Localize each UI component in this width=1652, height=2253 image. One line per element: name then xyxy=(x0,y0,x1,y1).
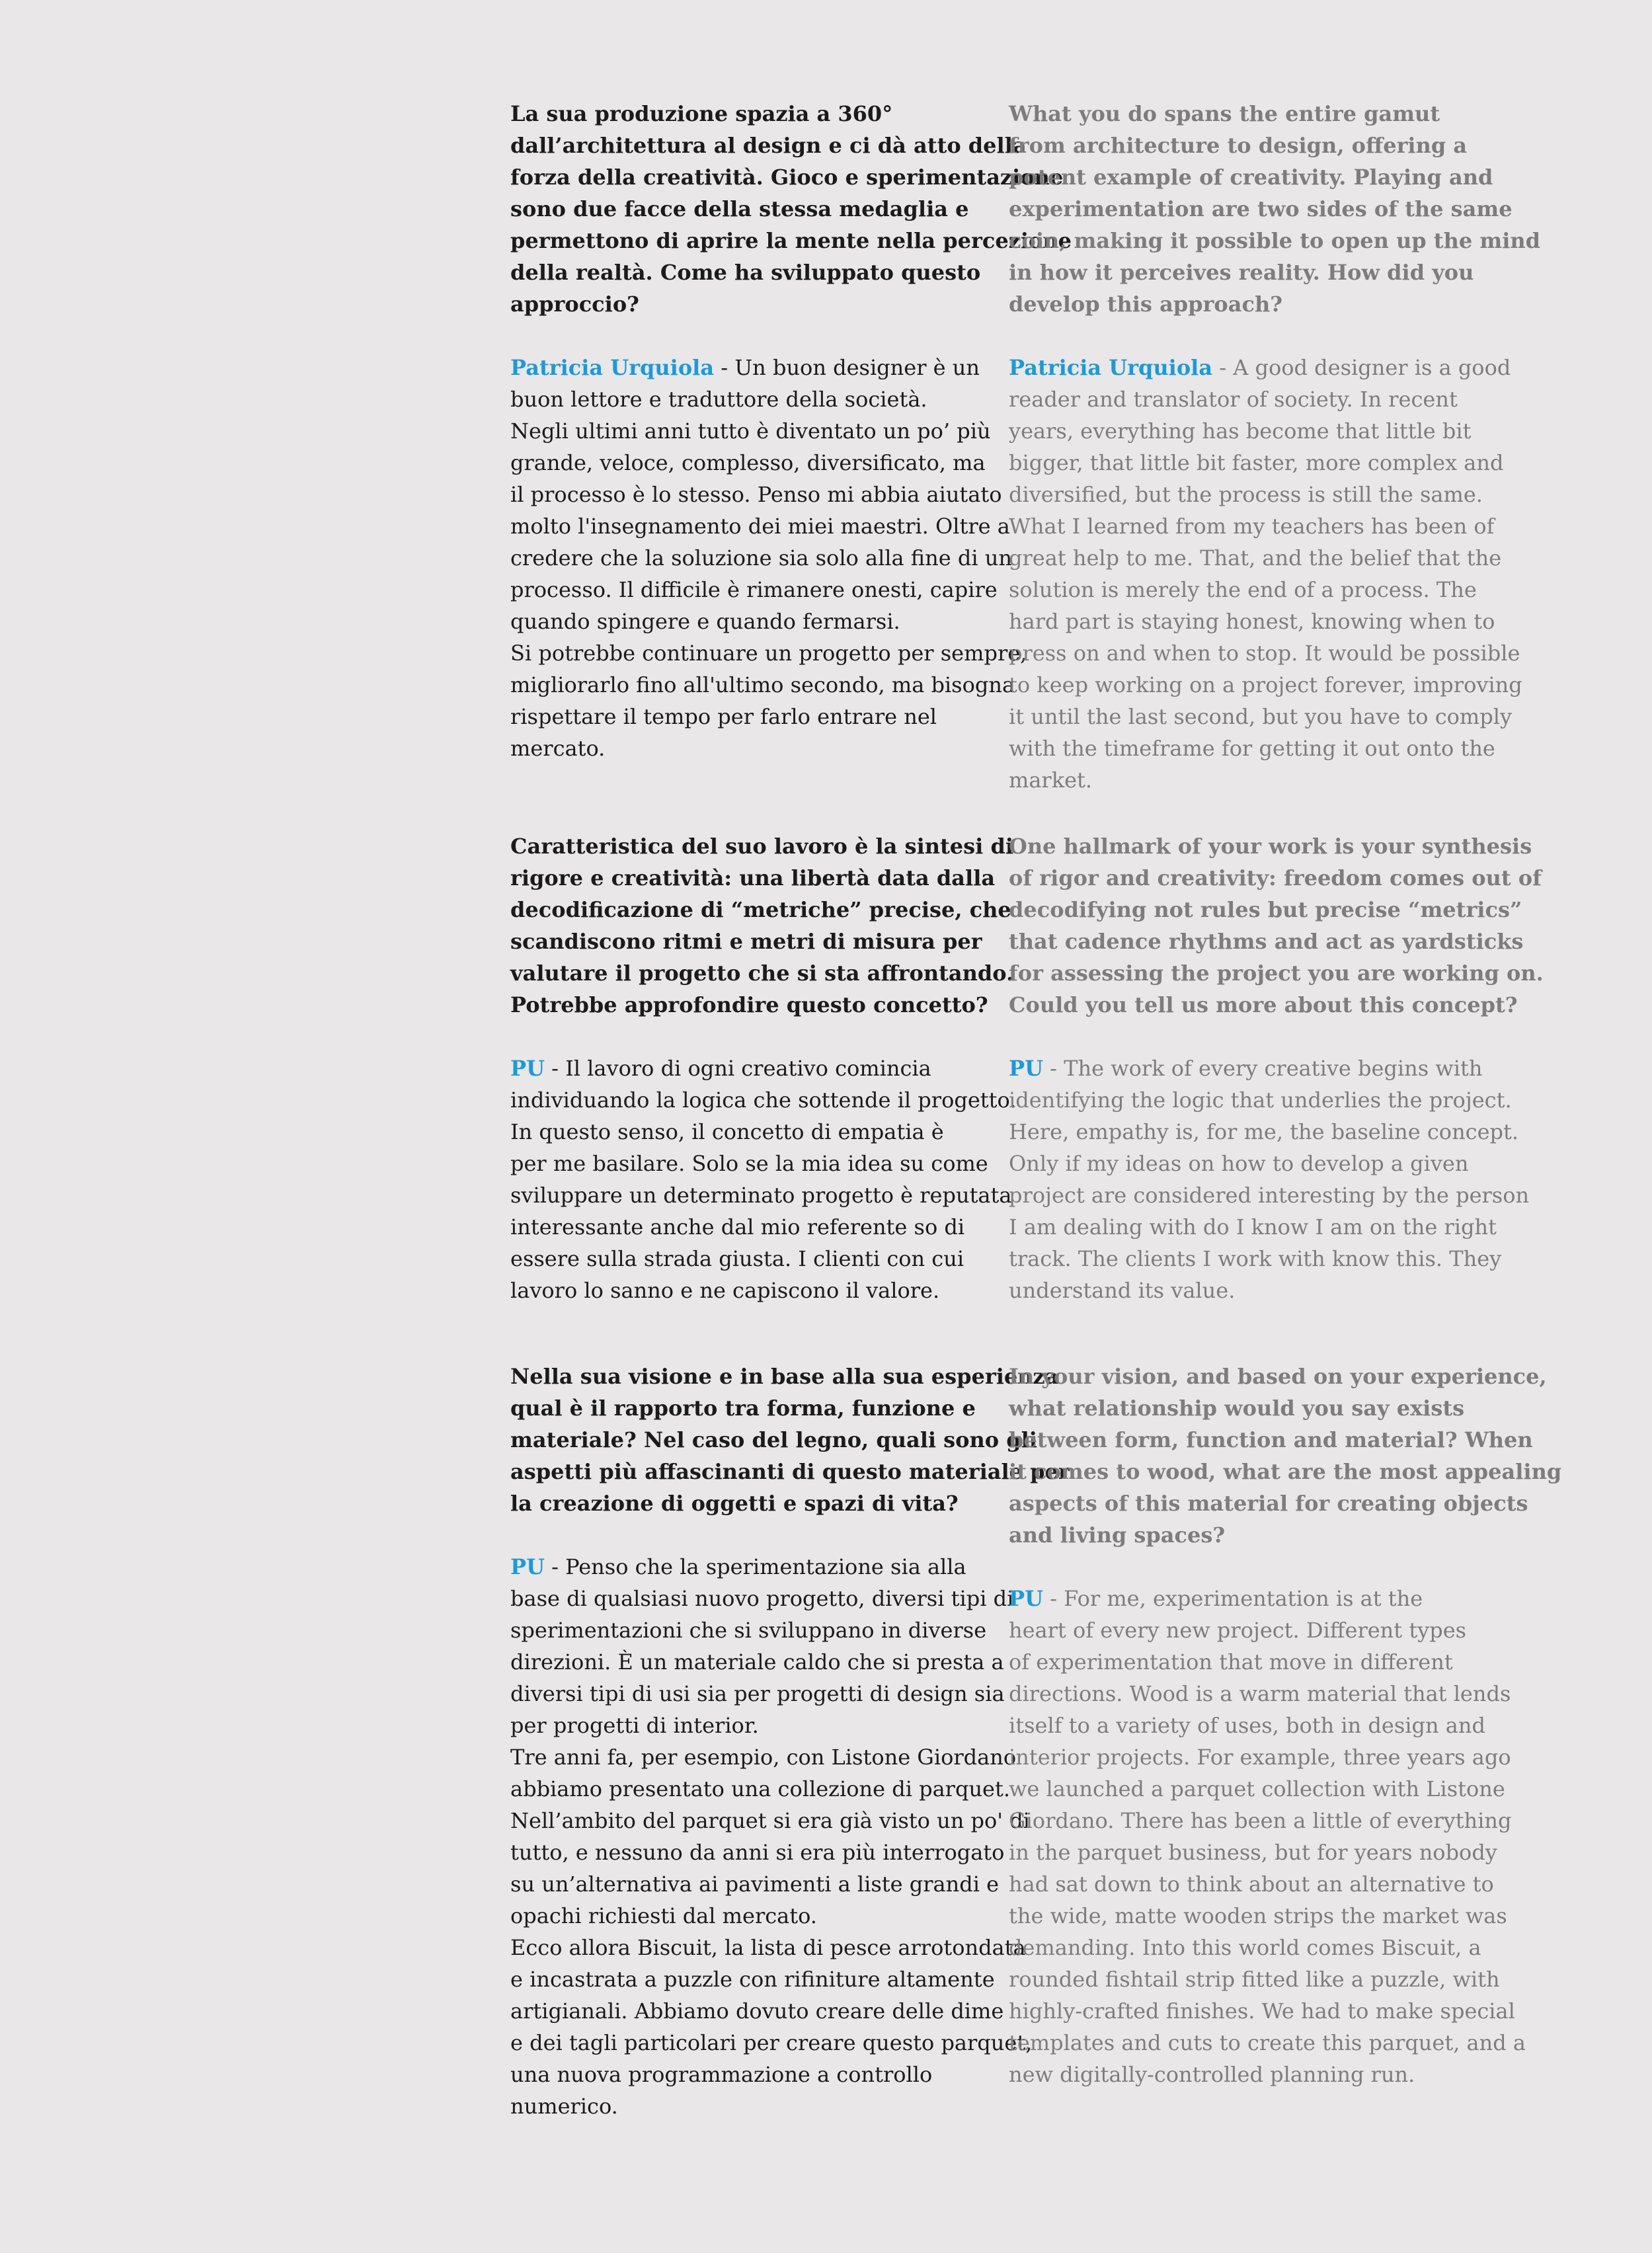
answer-line: sperimentazioni che si sviluppano in diverse xyxy=(510,1618,987,1643)
answer-line xyxy=(1009,352,1511,383)
answer-line: we launched a parquet collection with Listone xyxy=(1009,1776,1505,1801)
answer-line: rounded fishtail strip fitted like a puzzle, with xyxy=(1009,1967,1500,1992)
answer-line: direzioni. È un materiale caldo che si presta a xyxy=(510,1649,1004,1675)
question-line: What you do spans the entire gamut xyxy=(1009,101,1440,126)
answer-line: credere che la soluzione sia solo alla fine di un xyxy=(510,545,1012,571)
italian-question-0 xyxy=(510,98,1072,320)
answer-line: diversi tipi di usi sia per progetti di design sia xyxy=(510,1681,1005,1706)
answer-line: artigianali. Abbiamo dovuto creare delle dime xyxy=(510,1998,1004,2024)
english-question-4 xyxy=(1009,1361,1562,1551)
answer-line: with the timeframe for getting it out onto the xyxy=(1009,736,1495,761)
answer-line: understand its value. xyxy=(1009,1278,1236,1303)
english-answer-5 xyxy=(1009,1583,1526,2090)
answer-line: individuando la logica che sottende il progetto. xyxy=(510,1087,1017,1113)
answer-line: sviluppare un determinato progetto è reputata xyxy=(510,1183,1012,1208)
answer-line: Giordano. There has been a little of everything xyxy=(1009,1808,1512,1833)
answer-text: - A good designer is a good xyxy=(1212,355,1511,380)
question-line: qual è il rapporto tra forma, funzione e xyxy=(510,1396,976,1421)
answer-text: - Un buon designer è un xyxy=(714,355,980,380)
answer-line: heart of every new project. Different types xyxy=(1009,1618,1467,1643)
question-line: Potrebbe approfondire questo concetto? xyxy=(510,992,988,1017)
answer-line: grande, veloce, complesso, diversificato, ma xyxy=(510,450,986,475)
question-line: rigore e creatività: una libertà data dalla xyxy=(510,865,996,890)
answer-text: - Penso che la sperimentazione sia alla xyxy=(544,1554,966,1579)
answer-line: Nell’ambito del parquet si era già visto un po' di xyxy=(510,1808,1030,1833)
question-line: approccio? xyxy=(510,292,639,317)
answer-line: abbiamo presentato una collezione di parquet. xyxy=(510,1776,1011,1801)
answer-line: to keep working on a project forever, improving xyxy=(1009,672,1522,697)
answer-line: I am dealing with do I know I am on the right xyxy=(1009,1214,1497,1240)
answer-line: una nuova programmazione a controllo xyxy=(510,2062,933,2087)
english-question-0 xyxy=(1009,98,1540,320)
answer-line xyxy=(1009,1583,1485,1614)
answer-line: buon lettore e traduttore della società. xyxy=(510,387,927,412)
answer-line: mercato. xyxy=(510,736,606,761)
question-line: coin, making it possible to open up the mind xyxy=(1009,228,1540,253)
answer-line: highly-crafted finishes. We had to make special xyxy=(1009,1998,1515,2024)
answer-line: solution is merely the end of a process. The xyxy=(1009,577,1477,602)
answer-line: the wide, matte wooden strips the market was xyxy=(1009,1903,1507,1928)
question-line: permettono di aprire la mente nella percezione xyxy=(510,228,1072,253)
answer-line: interior projects. For example, three years ago xyxy=(1009,1745,1511,1770)
answer-line: il processo è lo stesso. Penso mi abbia aiutato xyxy=(510,482,1002,507)
answer-line: market. xyxy=(1009,768,1093,793)
question-line: what relationship would you say exists xyxy=(1009,1396,1465,1421)
question-line: aspetti più affascinanti di questo materiale per xyxy=(510,1459,1070,1484)
answer-line: What I learned from my teachers has been of xyxy=(1009,514,1495,539)
italian-question-2 xyxy=(510,830,1014,1021)
question-line: forza della creatività. Gioco e sperimentazione xyxy=(510,165,1064,190)
speaker-name: PU xyxy=(510,1554,545,1579)
question-line: develop this approach? xyxy=(1009,292,1282,317)
answer-line: Negli ultimi anni tutto è diventato un po’ più xyxy=(510,418,991,444)
question-line: Could you tell us more about this concept? xyxy=(1009,992,1518,1017)
answer-line: essere sulla strada giusta. I clienti con cui xyxy=(510,1246,964,1271)
question-line: of rigor and creativity: freedom comes out of xyxy=(1009,865,1542,890)
answer-line: press on and when to stop. It would be possible xyxy=(1009,641,1520,666)
english-question-2 xyxy=(1009,830,1544,1021)
question-line: Nella sua visione e in base alla sua esperienza xyxy=(510,1364,1059,1389)
answer-line: bigger, that little bit faster, more complex and xyxy=(1009,450,1504,475)
answer-line: Only if my ideas on how to develop a given xyxy=(1009,1151,1469,1176)
answer-text: - The work of every creative begins with xyxy=(1042,1056,1483,1081)
answer-line: e dei tagli particolari per creare questo parquet, xyxy=(510,2030,1033,2055)
answer-line: per me basilare. Solo se la mia idea su come xyxy=(510,1151,988,1176)
answer-line: it until the last second, but you have to comply xyxy=(1009,704,1513,729)
answer-line xyxy=(1009,1052,1485,1084)
answer-line: tutto, e nessuno da anni si era più interrogato xyxy=(510,1840,1005,1865)
speaker-name: Patricia Urquiola xyxy=(1009,355,1213,380)
speaker-name: PU xyxy=(1009,1586,1043,1611)
answer-line: had sat down to think about an alternative to xyxy=(1009,1872,1494,1897)
question-line: that cadence rhythms and act as yardsticks xyxy=(1009,929,1524,954)
question-line: sono due facce della stessa medaglia e xyxy=(510,196,969,221)
answer-line: interessante anche dal mio referente so di xyxy=(510,1214,965,1240)
question-line: valutare il progetto che si sta affrontando. xyxy=(510,961,1014,986)
answer-line: of experimentation that move in different xyxy=(1009,1649,1453,1675)
english-answer-1 xyxy=(1009,352,1522,796)
answer-line: directions. Wood is a warm material that lends xyxy=(1009,1681,1511,1706)
answer-line: Si potrebbe continuare un progetto per sempre, xyxy=(510,641,1027,666)
answer-line: numerico. xyxy=(510,2094,618,2119)
english-answer-3 xyxy=(1009,1052,1530,1306)
answer-line xyxy=(510,1052,986,1084)
question-line: One hallmark of your work is your synthesis xyxy=(1009,834,1532,859)
question-line: materiale? Nel caso del legno, quali sono gli xyxy=(510,1427,1037,1452)
question-line: In your vision, and based on your experience, xyxy=(1009,1364,1547,1389)
answer-line: project are considered interesting by the person xyxy=(1009,1183,1530,1208)
italian-question-4 xyxy=(510,1361,1070,1519)
answer-line: identifying the logic that underlies the project. xyxy=(1009,1087,1512,1113)
answer-text: - Il lavoro di ogni creativo comincia xyxy=(544,1056,931,1081)
question-line: della realtà. Come ha sviluppato questo xyxy=(510,260,981,285)
question-line: between form, function and material? When xyxy=(1009,1427,1533,1452)
question-line: aspects of this material for creating objects xyxy=(1009,1491,1528,1516)
answer-line: diversified, but the process is still the same. xyxy=(1009,482,1483,507)
answer-line: years, everything has become that little bit xyxy=(1009,418,1472,444)
answer-line: new digitally-controlled planning run. xyxy=(1009,2062,1415,2087)
question-line: for assessing the project you are working on. xyxy=(1009,961,1544,986)
answer-line: demanding. Into this world comes Biscuit, a xyxy=(1009,1935,1481,1960)
question-line: La sua produzione spazia a 360° xyxy=(510,101,893,126)
question-line: and living spaces? xyxy=(1009,1522,1226,1548)
answer-line: quando spingere e quando fermarsi. xyxy=(510,609,900,634)
answer-line: per progetti di interior. xyxy=(510,1713,759,1738)
question-line: la creazione di oggetti e spazi di vita? xyxy=(510,1491,959,1516)
answer-line: su un’alternativa ai pavimenti a liste grandi e xyxy=(510,1872,1000,1897)
question-line: potent example of creativity. Playing and xyxy=(1009,165,1493,190)
speaker-name: PU xyxy=(510,1056,545,1081)
question-line: in how it perceives reality. How did you xyxy=(1009,260,1474,285)
answer-line: itself to a variety of uses, both in design and xyxy=(1009,1713,1485,1738)
answer-line: rispettare il tempo per farlo entrare nel xyxy=(510,704,937,729)
italian-answer-5 xyxy=(510,1551,1033,2122)
answer-line: e incastrata a puzzle con rifiniture altamente xyxy=(510,1967,995,1992)
answer-line: molto l'insegnamento dei miei maestri. Oltre a xyxy=(510,514,1010,539)
speaker-name: Patricia Urquiola xyxy=(510,355,715,380)
answer-line: track. The clients I work with know this. They xyxy=(1009,1246,1502,1271)
question-line: Caratteristica del suo lavoro è la sintesi di xyxy=(510,834,1013,859)
answer-line: In questo senso, il concetto di empatia è xyxy=(510,1119,944,1144)
answer-line: Here, empathy is, for me, the baseline concept. xyxy=(1009,1119,1519,1144)
answer-line: great help to me. That, and the belief that the xyxy=(1009,545,1502,571)
question-line: from architecture to design, offering a xyxy=(1009,133,1468,158)
answer-line: Ecco allora Biscuit, la lista di pesce arrotondata xyxy=(510,1935,1026,1960)
question-line: it comes to wood, what are the most appealing xyxy=(1009,1459,1562,1484)
answer-line: Tre anni fa, per esempio, con Listone Giordano xyxy=(510,1745,1017,1770)
answer-line: templates and cuts to create this parquet, and a xyxy=(1009,2030,1526,2055)
answer-line: processo. Il difficile è rimanere onesti, capire xyxy=(510,577,998,602)
question-line: decodificazione di “metriche” precise, che xyxy=(510,897,1011,922)
answer-line: hard part is staying honest, knowing when to xyxy=(1009,609,1495,634)
answer-line: reader and translator of society. In recent xyxy=(1009,387,1458,412)
answer-line: lavoro lo sanno e ne capiscono il valore. xyxy=(510,1278,940,1303)
answer-line: opachi richiesti dal mercato. xyxy=(510,1903,817,1928)
answer-text: - For me, experimentation is at the xyxy=(1042,1586,1423,1611)
speaker-name: PU xyxy=(1009,1056,1043,1081)
answer-line: in the parquet business, but for years nobody xyxy=(1009,1840,1497,1865)
italian-answer-3 xyxy=(510,1052,1017,1306)
question-line: dall’architettura al design e ci dà atto della xyxy=(510,133,1027,158)
answer-line xyxy=(510,1551,986,1583)
answer-line xyxy=(510,352,986,383)
answer-line: base di qualsiasi nuovo progetto, diversi tipi di xyxy=(510,1586,1014,1611)
question-line: decodifying not rules but precise “metrics” xyxy=(1009,897,1522,922)
question-line: experimentation are two sides of the same xyxy=(1009,196,1513,221)
italian-answer-1 xyxy=(510,352,1027,764)
answer-line: migliorarlo fino all'ultimo secondo, ma bisogna xyxy=(510,672,1015,697)
question-line: scandiscono ritmi e metri di misura per xyxy=(510,929,982,954)
